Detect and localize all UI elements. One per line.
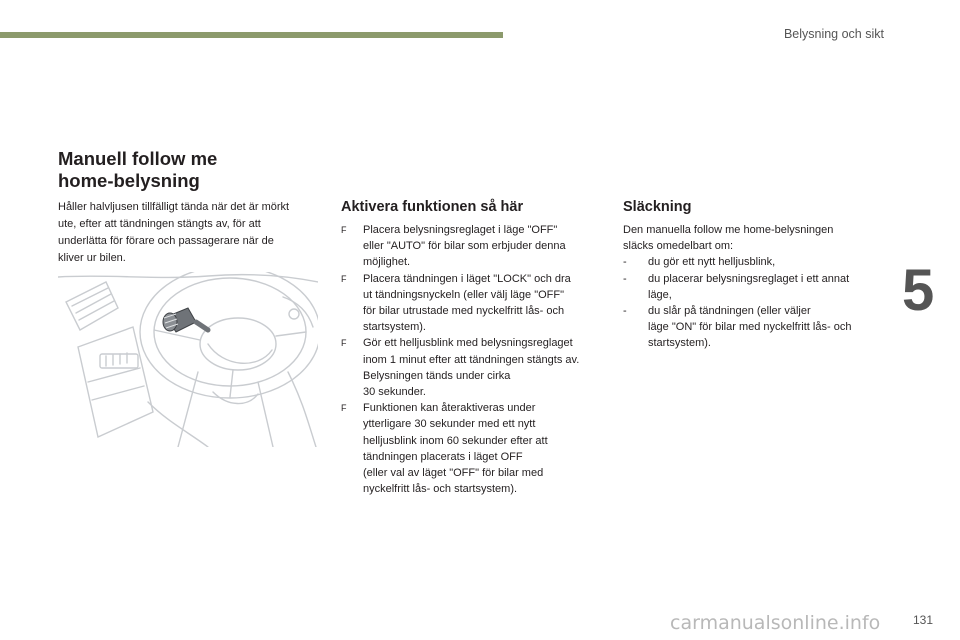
bullet-marker: F xyxy=(341,403,347,414)
list-item xyxy=(341,222,611,271)
bullet-marker: F xyxy=(341,273,347,284)
dash-marker: - xyxy=(623,272,627,285)
step-line: ytterligare 30 sekunder med ett nytt xyxy=(363,418,536,431)
activate-steps-list xyxy=(341,222,611,497)
dashboard-illustration xyxy=(58,272,318,447)
step-line: Placera tändningen i läget "LOCK" och dra xyxy=(363,272,571,285)
list-item xyxy=(623,254,893,270)
item-line: startsystem). xyxy=(648,337,711,350)
step-line: tändningen placerats i läget OFF xyxy=(363,450,523,463)
item-line: läge, xyxy=(648,288,672,301)
intro-line: underlätta för förare och passagerare när de xyxy=(58,235,274,247)
step-line: startsystem). xyxy=(363,321,426,334)
deactivate-heading: Släckning xyxy=(623,199,692,215)
dash-marker: - xyxy=(623,305,627,318)
list-item xyxy=(623,271,893,303)
step-line: inom 1 minut efter att tändningen stängts av. xyxy=(363,353,580,366)
intro-line: kliver ur bilen. xyxy=(58,252,126,264)
page-title xyxy=(58,148,217,192)
section-title: Belysning och sikt xyxy=(783,27,884,41)
item-line: du slår på tändningen (eller väljer xyxy=(648,305,811,318)
list-item xyxy=(623,303,893,352)
page-title-line: home-belysning xyxy=(58,170,200,191)
item-line: du gör ett nytt helljusblink, xyxy=(648,256,776,269)
intro-paragraph xyxy=(58,199,326,267)
step-line: Gör ett helljusblink med belysningsreglaget xyxy=(363,337,573,350)
step-line: möjlighet. xyxy=(363,256,411,269)
intro-line: Håller halvljusen tillfälligt tända när det är mörkt xyxy=(58,201,290,213)
bullet-marker: F xyxy=(341,225,347,235)
watermark-text: carmanualsonline.info xyxy=(670,612,881,634)
step-line: helljusblink inom 60 sekunder efter att xyxy=(363,434,548,447)
deactivate-intro-line: Den manuella follow me home-belysningen xyxy=(623,224,834,236)
step-line: för bilar utrustade med nyckelfritt lås- och xyxy=(363,305,565,318)
step-line: eller "AUTO" för bilar som erbjuder denna xyxy=(363,240,566,253)
list-item xyxy=(341,271,611,336)
step-line: Belysningen tänds under cirka xyxy=(363,369,511,382)
item-line: du placerar belysningsreglaget i ett annat xyxy=(648,272,850,285)
step-line: Funktionen kan återaktiveras under xyxy=(363,402,536,415)
step-line: nyckelfritt lås- och startsystem). xyxy=(363,483,518,496)
activate-heading: Aktivera funktionen så här xyxy=(341,199,524,215)
step-line: Placera belysningsreglaget i läge "OFF" xyxy=(363,224,558,236)
chapter-number: 5 xyxy=(902,258,935,323)
step-line: 30 sekunder. xyxy=(363,386,426,399)
header-accent-bar xyxy=(0,32,503,38)
intro-line: ute, efter att tändningen stängts av, för att xyxy=(58,218,261,230)
light-stalk-highlight xyxy=(163,308,208,332)
dash-marker: - xyxy=(623,256,627,269)
list-item xyxy=(341,335,611,400)
bullet-marker: F xyxy=(341,338,347,349)
item-line: läge "ON" för bilar med nyckelfritt lås- och xyxy=(648,321,852,334)
page-number: 131 xyxy=(913,613,934,627)
deactivate-section xyxy=(623,222,893,352)
page-title-line: Manuell follow me xyxy=(58,148,218,169)
step-line: ut tändningsnyckeln (eller välj läge "OFF" xyxy=(363,288,565,301)
list-item xyxy=(341,400,611,497)
step-line: (eller val av läget "OFF" för bilar med xyxy=(363,467,544,480)
deactivate-intro-line: släcks omedelbart om: xyxy=(623,240,734,253)
